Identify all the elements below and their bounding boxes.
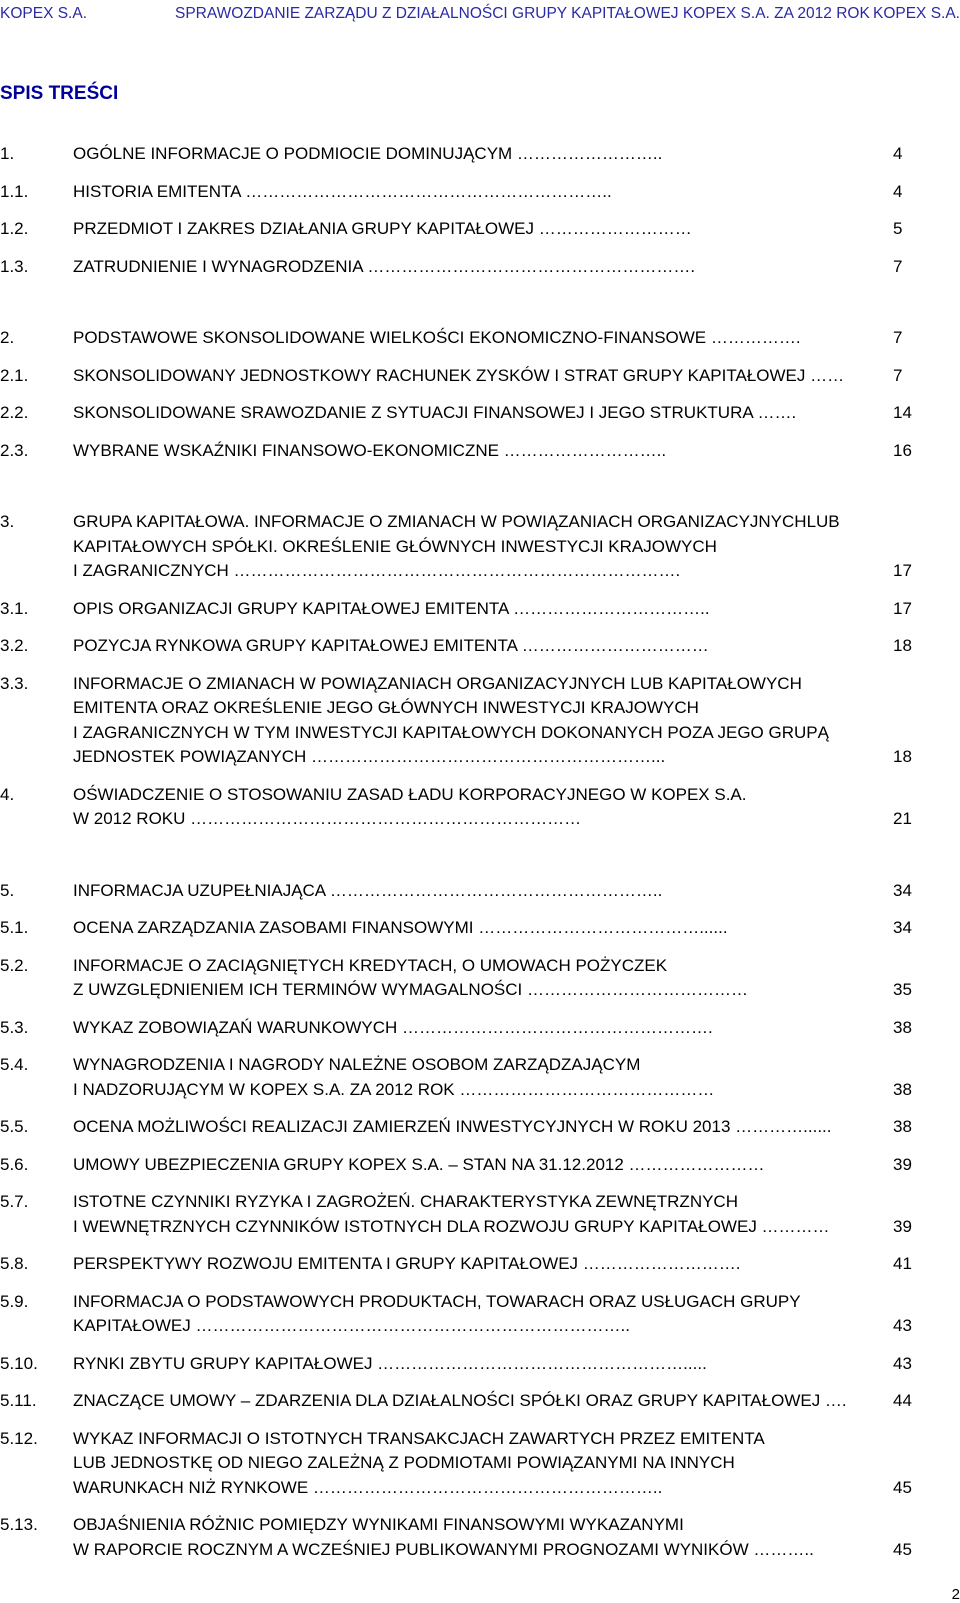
- toc-entry[interactable]: [0, 1190, 960, 1239]
- toc-entry-page: 38: [893, 1079, 912, 1099]
- toc-entry-title: ZATRUDNIENIE I WYNAGRODZENIA ………………………………………………….: [73, 256, 696, 276]
- toc-entry-number: 1.2.: [0, 219, 29, 238]
- toc-entry[interactable]: [0, 597, 960, 622]
- toc-entry-page: 34: [893, 880, 912, 900]
- toc-entry[interactable]: [0, 1427, 960, 1501]
- toc-entry-number: 5.12.: [0, 1428, 38, 1448]
- toc-entry-page: 38: [893, 1117, 912, 1136]
- toc-entry-number: 3.2.: [0, 636, 29, 655]
- toc-entry[interactable]: [0, 1016, 960, 1041]
- toc-entry-title: ISTOTNE CZYNNIKI RYZYKA I ZAGROŻEŃ. CHARAKTERYSTYKA ZEWNĘTRZNYCH I WEWNĘTRZNYCH CZYNNIKÓW ISTOTNYCH DLA ROZWOJU GRUPY KAPITAŁOWEJ …………: [73, 1192, 830, 1236]
- toc-entry[interactable]: [0, 510, 960, 584]
- toc-entry[interactable]: [0, 1290, 960, 1339]
- toc-entry-number: 3.3.: [0, 673, 29, 693]
- toc-entry-title: OCENA ZARZĄDZANIA ZASOBAMI FINANSOWYMI …………………………………......: [73, 918, 728, 937]
- toc-entry-number: 5.5.: [0, 1117, 29, 1136]
- toc-entry[interactable]: [0, 1352, 960, 1377]
- toc-entry[interactable]: [0, 1153, 960, 1178]
- toc-entry-title: RYNKI ZBYTU GRUPY KAPITAŁOWEJ ……………………………………………….....: [73, 1353, 707, 1373]
- toc-entry[interactable]: [0, 672, 960, 770]
- toc-entry[interactable]: [0, 439, 960, 464]
- toc-entry[interactable]: [0, 326, 960, 351]
- toc-entry-number: 5.6.: [0, 1154, 29, 1174]
- toc-entry-page: 34: [893, 918, 912, 937]
- table-of-contents: [0, 142, 960, 1562]
- toc-entry[interactable]: [0, 634, 960, 659]
- toc-entry-title: GRUPA KAPITAŁOWA. INFORMACJE O ZMIANACH W POWIĄZANIACH ORGANIZACYJNYCHLUB KAPITAŁOWYCH SPÓŁKI. OKREŚLENIE GŁÓWNYCH INWESTYCJI KRAJOWYCH I ZAGRANICZNYCH …………………………………………………………………….: [73, 512, 840, 580]
- toc-entry-number: 2.2.: [0, 403, 29, 422]
- toc-entry-page: 18: [893, 636, 912, 655]
- toc-entry-page: 39: [893, 1216, 912, 1236]
- toc-entry-title: INFORMACJE O ZMIANACH W POWIĄZANIACH ORGANIZACYJNYCH LUB KAPITAŁOWYCH EMITENTA ORAZ OKREŚLENIE JEGO GŁÓWNYCH INWESTYCJI KRAJOWYCH I ZAGRANICZNYCH W TYM INWESTYCJI KAPITAŁOWYCH DOKONANYCH POZA JEGO GRUPĄ JEDNOSTEK POWIĄZANYCH ……………………………………………………...: [73, 673, 829, 766]
- toc-entry-page: 41: [893, 1254, 912, 1273]
- header-company-right: KOPEX S.A.: [872, 5, 960, 22]
- toc-entry[interactable]: [0, 1513, 960, 1562]
- toc-entry-number: 5.4.: [0, 1055, 29, 1074]
- toc-entry[interactable]: [0, 879, 960, 904]
- toc-entry-number: 5.10.: [0, 1353, 38, 1373]
- toc-entry[interactable]: [0, 142, 960, 167]
- toc-entry-page: 18: [893, 747, 912, 766]
- toc-entry-title: WYBRANE WSKAŹNIKI FINANSOWO-EKONOMICZNE ………………………..: [73, 440, 667, 460]
- toc-entry-title: INFORMACJE O ZACIĄGNIĘTYCH KREDYTACH, O UMOWACH POŻYCZEK Z UWZGLĘDNIENIEM ICH TERMINÓW WYMAGALNOŚCI …………………………………: [73, 955, 748, 999]
- toc-entry-page: 14: [893, 403, 912, 422]
- toc-entry-title: ZNACZĄCE UMOWY – ZDARZENIA DLA DZIAŁALNOŚCI SPÓŁKI ORAZ GRUPY KAPITAŁOWEJ ….: [73, 1391, 847, 1410]
- toc-entry-page: 4: [893, 144, 903, 163]
- toc-entry-page: 17: [893, 598, 912, 618]
- toc-entry-number: 5.: [0, 880, 15, 900]
- toc-entry-title: INFORMACJA UZUPEŁNIAJĄCA …………………………………………………..: [73, 880, 663, 900]
- toc-entry-title: PERSPEKTYWY ROZWOJU EMITENTA I GRUPY KAPITAŁOWEJ ……………………….: [73, 1254, 741, 1273]
- toc-entry-title: HISTORIA EMITENTA ………………………………………………………..: [73, 181, 612, 201]
- toc-entry-number: 5.1.: [0, 918, 29, 937]
- toc-entry-number: 1.: [0, 144, 15, 163]
- toc-entry-page: 43: [893, 1316, 912, 1335]
- toc-entry-title: PRZEDMIOT I ZAKRES DZIAŁANIA GRUPY KAPITAŁOWEJ ………………………: [73, 219, 692, 238]
- toc-entry-title: PODSTAWOWE SKONSOLIDOWANE WIELKOŚCI EKONOMICZNO-FINANSOWE …………….: [73, 328, 801, 347]
- toc-entry-number: 5.11.: [0, 1391, 37, 1410]
- toc-entry-page: 7: [893, 365, 903, 385]
- toc-entry-title: OCENA MOŻLIWOŚCI REALIZACJI ZAMIERZEŃ INWESTYCYJNYCH W ROKU 2013 …………......: [73, 1117, 832, 1136]
- toc-entry-page: 38: [893, 1017, 912, 1037]
- header-report-title: SPRAWOZDANIE ZARZĄDU Z DZIAŁALNOŚCI GRUPY KAPITAŁOWEJ KOPEX S.A. ZA 2012 ROK: [175, 5, 870, 22]
- toc-entry-page: 35: [893, 980, 912, 999]
- toc-entry-number: 5.9.: [0, 1291, 29, 1311]
- toc-entry[interactable]: [0, 1115, 960, 1140]
- toc-entry-page: 4: [893, 181, 903, 201]
- toc-entry-title: WYKAZ ZOBOWIĄZAŃ WARUNKOWYCH ……………………………………………….: [73, 1017, 713, 1037]
- toc-entry-page: 5: [893, 219, 903, 238]
- toc-entry-title: OBJAŚNIENIA RÓŻNIC POMIĘDZY WYNIKAMI FINANSOWYMI WYKAZANYMI W RAPORCIE ROCZNYM A WCZEŚNIEJ PUBLIKOWANYMI PROGNOZAMI WYNIKÓW ………..: [73, 1515, 814, 1559]
- toc-entry-number: 3.: [0, 512, 15, 531]
- page-number: 2: [951, 1586, 960, 1603]
- toc-entry-page: 39: [893, 1154, 912, 1174]
- toc-entry[interactable]: [0, 1053, 960, 1102]
- toc-entry-title: WYNAGRODZENIA I NAGRODY NALEŻNE OSOBOM ZARZĄDZAJĄCYM I NADZORUJĄCYM W KOPEX S.A. ZA 2012 ROK ………………………………………: [73, 1055, 715, 1099]
- toc-entry[interactable]: [0, 401, 960, 426]
- toc-entry-page: 7: [893, 256, 903, 276]
- toc-entry[interactable]: [0, 217, 960, 242]
- toc-entry-number: 3.1.: [0, 598, 29, 618]
- toc-entry-title: INFORMACJA O PODSTAWOWYCH PRODUKTACH, TOWARACH ORAZ USŁUGACH GRUPY KAPITAŁOWEJ …………………………………………………………………..: [73, 1291, 801, 1335]
- toc-entry-page: 16: [893, 440, 912, 460]
- toc-entry-number: 1.1.: [0, 181, 29, 201]
- toc-entry-title: OŚWIADCZENIE O STOSOWANIU ZASAD ŁADU KORPORACYJNEGO W KOPEX S.A. W 2012 ROKU ……………………………………………………………: [73, 784, 747, 828]
- header-company-left: KOPEX S.A.: [0, 5, 88, 22]
- toc-entry-number: 2.1.: [0, 365, 29, 385]
- toc-entry-page: 44: [893, 1391, 912, 1410]
- toc-entry-page: 45: [893, 1477, 912, 1497]
- toc-entry[interactable]: [0, 364, 960, 389]
- toc-entry-number: 5.3.: [0, 1017, 29, 1037]
- toc-entry-page: 45: [893, 1539, 912, 1559]
- toc-entry[interactable]: [0, 255, 960, 280]
- toc-entry-page: 43: [893, 1353, 912, 1373]
- toc-entry-page: 17: [893, 561, 912, 580]
- toc-entry-title: SKONSOLIDOWANE SRAWOZDANIE Z SYTUACJI FINANSOWEJ I JEGO STRUKTURA …….: [73, 403, 797, 422]
- toc-entry-number: 5.8.: [0, 1254, 29, 1273]
- toc-entry-page: 7: [893, 328, 903, 347]
- toc-entry-number: 2.: [0, 328, 15, 347]
- toc-entry-number: 1.3.: [0, 256, 29, 276]
- toc-entry-number: 4.: [0, 784, 15, 804]
- toc-entry-number: 5.7.: [0, 1192, 29, 1211]
- toc-entry-number: 5.13.: [0, 1515, 38, 1534]
- toc-entry[interactable]: [0, 954, 960, 1003]
- toc-entry[interactable]: [0, 916, 960, 941]
- toc-entry[interactable]: [0, 1389, 960, 1414]
- toc-entry-number: 5.2.: [0, 955, 29, 975]
- toc-entry-page: 21: [893, 809, 912, 828]
- toc-entry-title: OPIS ORGANIZACJI GRUPY KAPITAŁOWEJ EMITENTA ……………………………..: [73, 598, 710, 618]
- toc-entry-title: POZYCJA RYNKOWA GRUPY KAPITAŁOWEJ EMITENTA ……………………………: [73, 636, 709, 655]
- toc-entry[interactable]: [0, 783, 960, 832]
- toc-entry-title: WYKAZ INFORMACJI O ISTOTNYCH TRANSAKCJACH ZAWARTYCH PRZEZ EMITENTA LUB JEDNOSTKĘ OD NIEGO ZALEŻNĄ Z PODMIOTAMI POWIĄZANYMI NA INNYCH WARUNKACH NIŻ RYNKOWE ……………………………………………………..: [73, 1428, 765, 1497]
- toc-title: SPIS TREŚCI: [0, 83, 119, 104]
- toc-entry-title: UMOWY UBEZPIECZENIA GRUPY KOPEX S.A. – STAN NA 31.12.2012 ……………………: [73, 1154, 765, 1174]
- toc-entry[interactable]: [0, 180, 960, 205]
- toc-entry-number: 2.3.: [0, 440, 29, 460]
- toc-entry-title: OGÓLNE INFORMACJE O PODMIOCIE DOMINUJĄCYM ……………………..: [73, 144, 663, 163]
- toc-entry-title: SKONSOLIDOWANY JEDNOSTKOWY RACHUNEK ZYSKÓW I STRAT GRUPY KAPITAŁOWEJ ……: [73, 365, 845, 385]
- toc-entry[interactable]: [0, 1252, 960, 1277]
